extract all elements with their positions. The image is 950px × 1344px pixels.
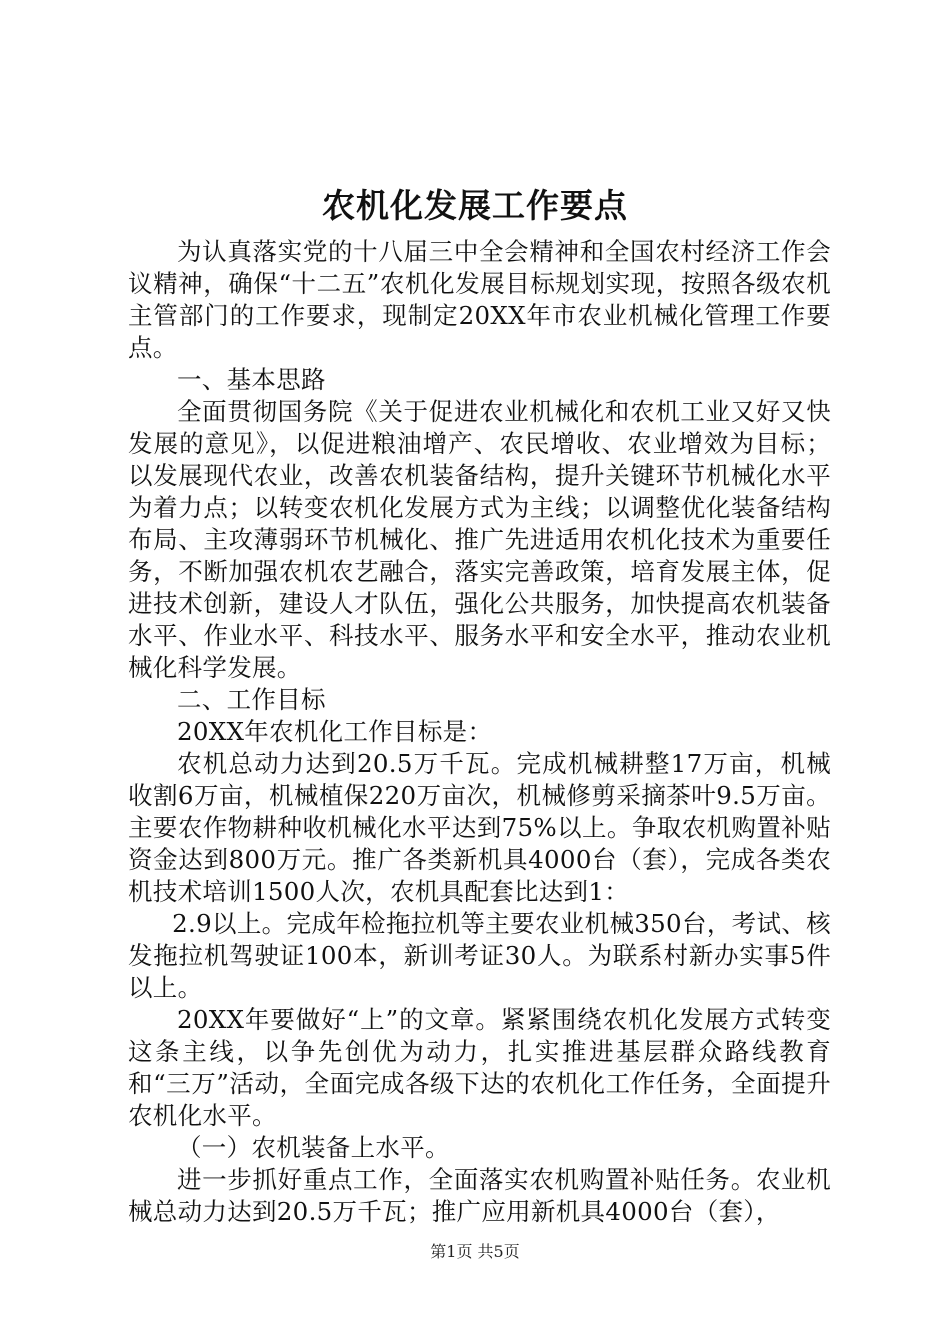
paragraph-main-theme: 20XX年要做好“上”的文章。紧紧围绕农机化发展方式转变这条主线，以争先创优为动力，扎实推进基层群众路线教育和“三万”活动，全面完成各级下达的农机化工作任务，全面提升农机化水平。 [128,1005,831,1130]
paragraph-basic-approach: 全面贯彻国务院《关于促进农业机械化和农机工业又好又快发展的意见》，以促进粮油增产、农民增收、农业增效为目标；以发展现代农业，改善农机装备结构，提升关键环节机械化水平为着力点；以转变农机化发展方式为主线；以调整优化装备结构布局、主攻薄弱环节机械化、推广先进适用农机化技术为重要任务，不断加强农机农艺融合，落实完善政策，培育发展主体，促进技术创新，建设人才队伍，强化公共服务，加快提高农机装备水平、作业水平、科技水平、服务水平和安全水平，推动农业机械化科学发展。 [128,397,831,682]
section-heading-work-goals: 二、工作目标 [177,685,326,714]
paragraph-intro: 为认真落实党的十八届三中全会精神和全国农村经济工作会议精神，确保“十二五”农机化发展目标规划实现，按照各级农机主管部门的工作要求，现制定20XX年市农业机械化管理工作要点。 [128,237,831,362]
paragraph-goals-continued: 2.9以上。完成年检拖拉机等主要农业机械350台，考试、核发拖拉机驾驶证100本，新训考证30人。为联系村新办实事5件以上。 [128,909,831,1002]
paragraph-equipment: 进一步抓好重点工作，全面落实农机购置补贴任务。农业机械总动力达到20.5万千瓦；推广应用新机具4000台（套）， [128,1165,831,1226]
page-number: 第1页 共5页 [430,1242,520,1261]
paragraph-goals-detail: 农机总动力达到20.5万千瓦。完成机械耕整17万亩，机械收割6万亩，机械植保220万亩次，机械修剪采摘茶叶9.5万亩。主要农作物耕种收机械化水平达到75%以上。争取农机购置补贴资金达到800万元。推广各类新机具4000台（套），完成各类农机技术培训1500人次，农机具配套比达到1： [128,749,831,906]
subsection-heading-equipment: （一）农机装备上水平。 [177,1133,450,1162]
document-body [128,236,831,1228]
section-heading-basic-approach: 一、基本思路 [177,365,326,394]
document-title: 农机化发展工作要点 [322,186,628,225]
paragraph-goals-lead: 20XX年农机化工作目标是： [177,717,493,746]
